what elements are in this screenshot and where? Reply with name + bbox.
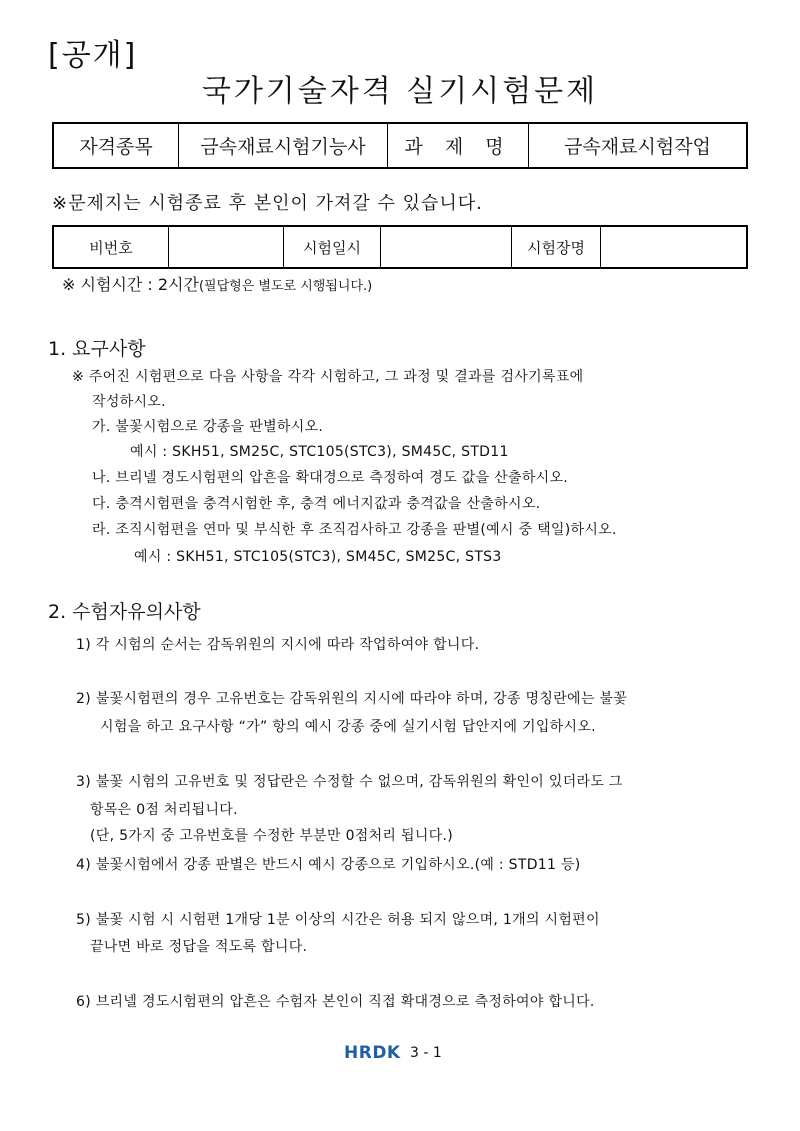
section2-line: 끝나면 바로 정답을 적도록 합니다. <box>90 939 308 955</box>
exam-site-label: 시험장명 <box>512 226 601 268</box>
section1-line: 다. 충격시험편을 충격시험한 후, 충격 에너지값과 충격값을 산출하시오. <box>92 496 541 512</box>
section2-heading: 2. 수험자유의사항 <box>48 601 201 623</box>
candidate-number-label: 비번호 <box>53 226 169 268</box>
qualification-table <box>52 122 748 169</box>
exam-date-label: 시험일시 <box>284 226 381 268</box>
section1-line: 예시 : SKH51, SM25C, STC105(STC3), SM45C, STD11 <box>130 444 509 460</box>
section1-heading: 1. 요구사항 <box>48 338 146 360</box>
section2-line: 4) 불꽃시험에서 강종 판별은 반드시 예시 강종으로 기입하시오.(예 : STD11 등) <box>76 857 581 873</box>
exam-site-field[interactable] <box>601 226 748 268</box>
exam-time-note: (필답형은 별도로 시행됩니다.) <box>198 279 373 294</box>
section1-line: 라. 조직시험편을 연마 및 부식한 후 조직검사하고 강종을 판별(예시 중 택일)하시오. <box>92 522 617 538</box>
hrdk-logo: HRDK <box>344 1043 401 1063</box>
candidate-number-field[interactable] <box>169 226 284 268</box>
section1-line: 나. 브리넬 경도시험편의 압흔을 확대경으로 측정하여 경도 값을 산출하시오. <box>92 470 569 486</box>
qualification-value: 금속재료시험기능사 <box>179 123 388 168</box>
section1-line: 작성하시오. <box>92 394 166 410</box>
section2-line: 항목은 0점 처리됩니다. <box>90 802 238 818</box>
section2-line: 3) 불꽃 시험의 고유번호 및 정답란은 수정할 수 없으며, 감독위원의 확인이 있더라도 그 <box>76 774 623 790</box>
exam-date-field[interactable] <box>381 226 512 268</box>
section2-line: 시험을 하고 요구사항 “가” 항의 예시 강종 중에 실기시험 답안지에 기입하시오. <box>100 719 596 735</box>
section2-line: 1) 각 시험의 순서는 감독위원의 지시에 따라 작업하여야 합니다. <box>76 637 480 653</box>
task-name-label: 과 제 명 <box>388 123 529 168</box>
exam-time-main: ※ 시험시간 : 2시간 <box>62 275 199 294</box>
exam-time <box>62 272 372 295</box>
exam-info-table <box>52 225 748 269</box>
task-name-value: 금속재료시험작업 <box>529 123 748 168</box>
notice-text: ※문제지는 시험종료 후 본인이 가져갈 수 있습니다. <box>52 193 483 214</box>
section1-line: ※ 주어진 시험편으로 다음 사항을 각각 시험하고, 그 과정 및 결과를 검사기록표에 <box>72 369 584 385</box>
page-title: 국가기술자격 실기시험문제 <box>201 74 599 109</box>
page-number: 3 - 1 <box>410 1045 442 1061</box>
section2-line: (단, 5가지 중 고유번호를 수정한 부분만 0점처리 됩니다.) <box>90 828 453 844</box>
qualification-label: 자격종목 <box>53 123 179 168</box>
section2-line: 6) 브리넬 경도시험편의 압흔은 수험자 본인이 직접 확대경으로 측정하여야 합니다. <box>76 994 595 1010</box>
public-tag: [공개] <box>48 38 138 73</box>
section2-line: 2) 불꽃시험편의 경우 고유번호는 감독위원의 지시에 따라야 하며, 강종 명칭란에는 불꽃 <box>76 691 628 707</box>
section1-line: 예시 : SKH51, STC105(STC3), SM45C, SM25C, STS3 <box>134 549 502 565</box>
section2-line: 5) 불꽃 시험 시 시험편 1개당 1분 이상의 시간은 허용 되지 않으며, 1개의 시험편이 <box>76 912 600 928</box>
section1-line: 가. 불꽃시험으로 강종을 판별하시오. <box>92 419 324 435</box>
